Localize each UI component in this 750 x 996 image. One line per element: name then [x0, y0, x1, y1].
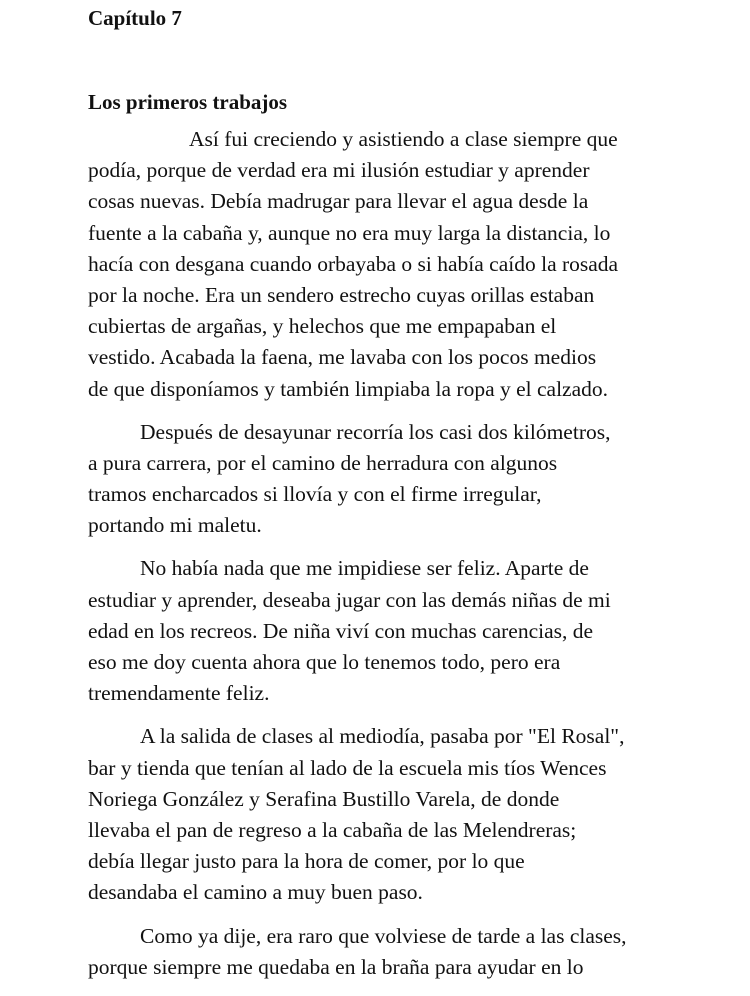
paragraph-gap	[88, 709, 688, 721]
text-line: No había nada que me impidiese ser feliz. Aparte de	[140, 556, 589, 581]
paragraph-5	[88, 921, 688, 983]
text-line: desandaba el camino a muy buen paso.	[88, 880, 423, 905]
text-line: de que disponíamos y también limpiaba la ropa y el calzado.	[88, 376, 609, 401]
text-line: vestido. Acabada la faena, me lavaba con los pocos medios	[88, 345, 597, 370]
paragraph-2	[88, 417, 688, 542]
text-line: Noriega González y Serafina Bustillo Varela, de donde	[88, 786, 560, 811]
text-line: fuente a la cabaña y, aunque no era muy larga la distancia, lo	[88, 220, 611, 245]
text-line: a pura carrera, por el camino de herradura con algunos	[88, 450, 558, 475]
text-line: portando mi maletu.	[88, 513, 262, 538]
text-line: Después de desayunar recorría los casi dos kilómetros,	[140, 419, 611, 444]
text-line: debía llegar justo para la hora de comer, por lo que	[88, 849, 525, 874]
text-line: bar y tienda que tenían al lado de la escuela mis tíos Wences	[88, 755, 607, 780]
text-line: estudiar y aprender, deseaba jugar con las demás niñas de mi	[88, 587, 611, 612]
text-line: Así fui creciendo y asistiendo a clase siempre que	[189, 127, 618, 151]
text-line: Como ya dije, era raro que volviese de tarde a las clases,	[140, 923, 627, 948]
text-line: edad en los recreos. De niña viví con muchas carencias, de	[88, 618, 594, 643]
paragraph-gap	[88, 909, 688, 921]
body-text	[88, 124, 688, 983]
section-heading: Los primeros trabajos	[88, 90, 288, 114]
paragraph-1	[88, 124, 688, 405]
paragraph-gap	[88, 405, 688, 417]
text-line: llevaba el pan de regreso a la cabaña de las Melendreras;	[88, 817, 577, 842]
text-line: A la salida de clases al mediodía, pasaba por "El Rosal",	[140, 724, 625, 749]
text-line: cubiertas de argañas, y helechos que me empapaban el	[88, 314, 557, 339]
text-line: eso me doy cuenta ahora que lo tenemos todo, pero era	[88, 650, 561, 674]
text-line: podía, porque de verdad era mi ilusión estudiar y aprender	[88, 158, 590, 183]
text-line: porque siempre me quedaba en la braña para ayudar en lo	[88, 954, 584, 979]
text-line: cosas nuevas. Debía madrugar para llevar el agua desde la	[88, 189, 589, 214]
text-line: tremendamente feliz.	[88, 681, 270, 706]
paragraph-3	[88, 553, 688, 709]
text-line: por la noche. Era un sendero estrecho cuyas orillas estaban	[88, 282, 595, 307]
paragraph-4	[88, 721, 688, 908]
chapter-heading: Capítulo 7	[88, 6, 182, 30]
text-line: tramos encharcados si llovía y con el firme irregular,	[88, 482, 542, 507]
paragraph-gap	[88, 541, 688, 553]
text-line: hacía con desgana cuando orbayaba o si había caído la rosada	[88, 251, 619, 276]
